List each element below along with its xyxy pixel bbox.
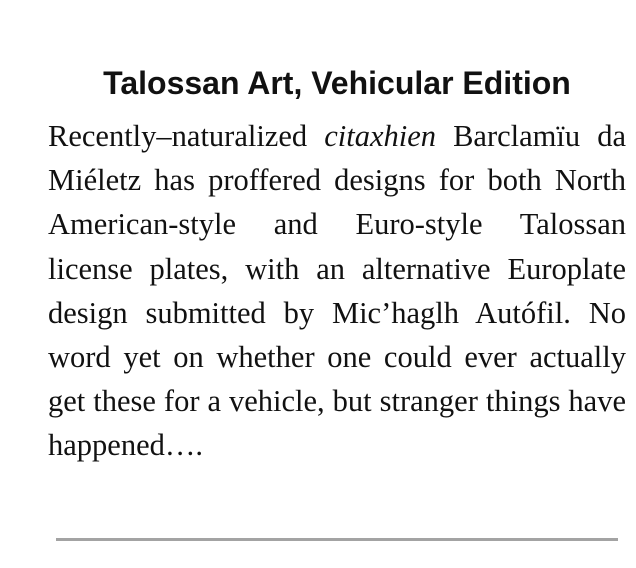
body-text-part-2: Barclamïu da Miéletz has proffered designs for both North American-style and Euro-style Talossan license plates, with an alternative Europlate design submitted by Mic’haglh Autófil. No word yet on whether one could ever actually get these for a vehicle, but stranger things have happened…. [48,119,626,463]
body-text-part-1: Recently–naturalized [48,119,325,153]
body-italic-term: citaxhien [324,119,437,153]
section-divider [56,538,618,541]
article-title: Talossan Art, Vehicular Edition [103,65,571,101]
article-body [48,114,626,468]
article [48,58,626,468]
